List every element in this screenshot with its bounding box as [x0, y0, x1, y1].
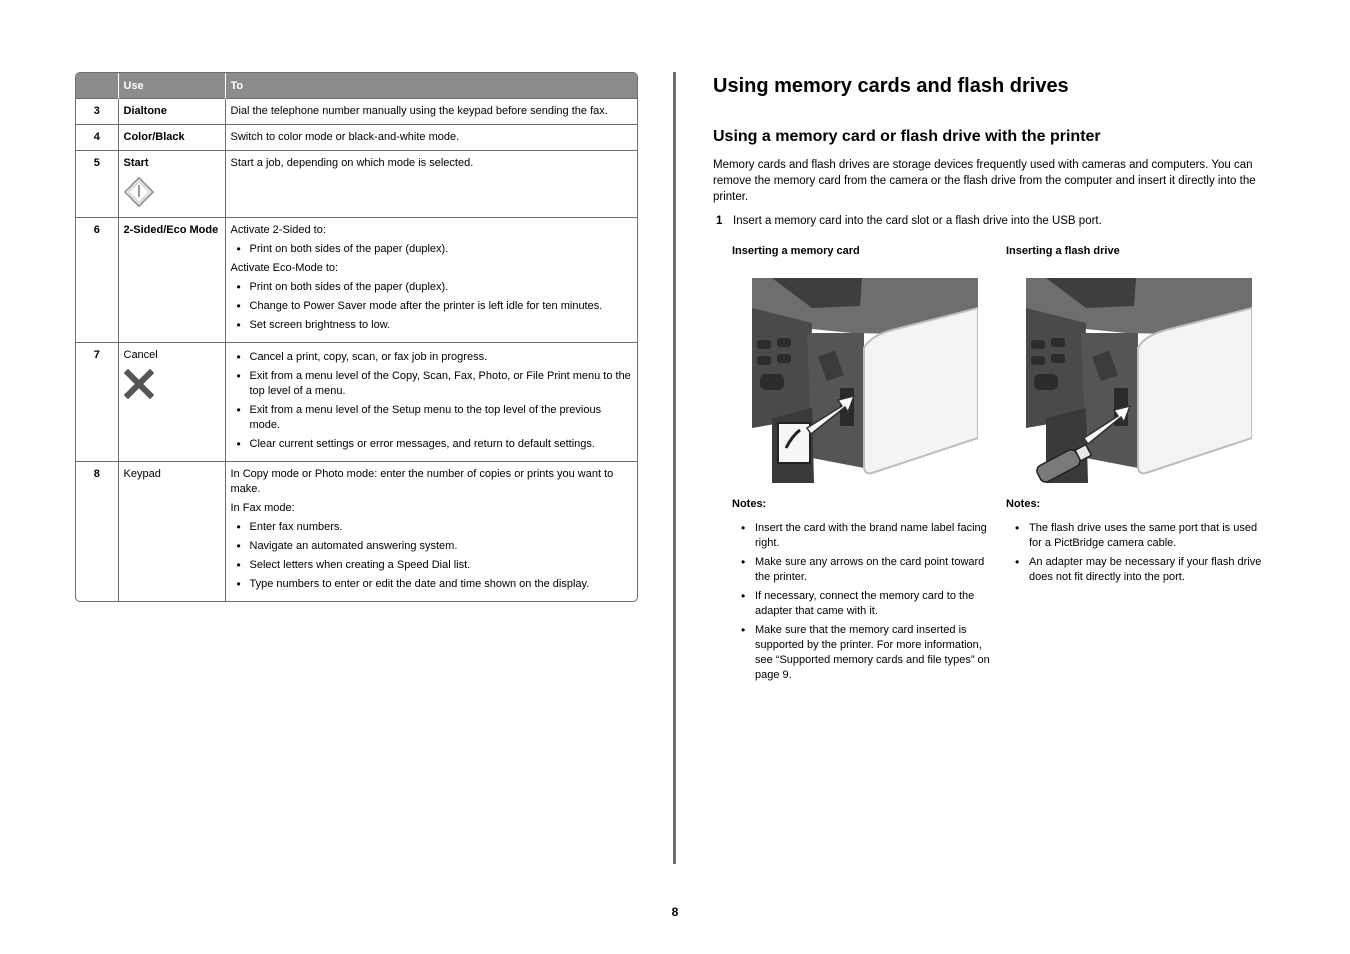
row-number: 7 — [76, 343, 118, 462]
list-item: • Exit from a menu level of the Copy, Scan, Fax, Photo, or File Print menu to the top level of a menu. — [231, 369, 634, 399]
notes-label: Notes: — [732, 498, 767, 510]
list-item: • Change to Power Saver mode after the printer is left idle for ten minutes. — [231, 299, 634, 314]
row-use — [118, 343, 225, 462]
row-intro: Activate Eco-Mode to: — [230, 262, 339, 274]
row-number: 3 — [76, 99, 118, 125]
reference-table — [76, 73, 637, 601]
step-1 — [713, 213, 1279, 229]
notes-list — [1006, 521, 1272, 589]
table-row — [76, 462, 637, 602]
table-header-row — [76, 73, 637, 99]
row-use — [118, 151, 225, 218]
list-item: • Cancel a print, copy, scan, or fax job in progress. — [231, 350, 634, 365]
list-item: • Type numbers to enter or edit the date and time shown on the display. — [231, 577, 634, 592]
row-to: Dial the telephone number manually using the keypad before sending the fax. — [225, 99, 637, 125]
figure-caption: Inserting a memory card — [732, 245, 860, 257]
list-item: • Set screen brightness to low. — [231, 318, 634, 333]
bullet-list — [231, 242, 634, 257]
row-number: 8 — [76, 462, 118, 602]
row-to: Switch to color mode or black-and-white mode. — [225, 125, 637, 151]
figure-caption: Inserting a flash drive — [1006, 245, 1120, 257]
button-reference-table — [75, 72, 638, 602]
list-item: • Print on both sides of the paper (duplex). — [231, 280, 634, 295]
row-use: 2-Sided/Eco Mode — [118, 218, 225, 343]
header-number — [76, 73, 118, 99]
row-use: Color/Black — [118, 125, 225, 151]
list-item: • An adapter may be necessary if your flash drive does not fit directly into the port. — [1006, 555, 1272, 585]
page-number: 8 — [671, 905, 679, 919]
start-diamond-icon — [124, 177, 154, 207]
table-row — [76, 343, 637, 462]
bullet-list — [231, 350, 634, 452]
list-item: • Exit from a menu level of the Setup menu to the top level of the previous mode. — [231, 403, 634, 433]
notes-label: Notes: — [1006, 498, 1041, 510]
list-item: • Clear current settings or error messages, and return to default settings. — [231, 437, 634, 452]
table-row — [76, 125, 637, 151]
bullet-list — [231, 280, 634, 333]
row-intro: Activate 2-Sided to: — [230, 224, 326, 236]
figure-flash-drive — [1006, 244, 1268, 583]
list-item: • Make sure any arrows on the card point toward the printer. — [732, 555, 998, 585]
table-row — [76, 151, 637, 218]
row-to — [225, 218, 637, 343]
table-row — [76, 99, 637, 125]
row-number: 5 — [76, 151, 118, 218]
list-item: • Enter fax numbers. — [231, 520, 634, 535]
list-item: • Select letters when creating a Speed Dial list. — [231, 558, 634, 573]
table-row — [76, 218, 637, 343]
printer-memory-card-illustration — [752, 278, 978, 484]
column-divider — [673, 72, 676, 864]
row-intro: In Fax mode: — [230, 502, 295, 514]
bullet-list — [231, 520, 634, 592]
row-number: 6 — [76, 218, 118, 343]
list-item: • Navigate an automated answering system. — [231, 539, 634, 554]
row-to — [225, 462, 637, 602]
step-text: Insert a memory card into the card slot or a flash drive into the USB port. — [733, 215, 1102, 227]
printer-flash-drive-illustration — [1026, 278, 1252, 484]
section-intro: Memory cards and flash drives are storage devices frequently used with cameras and computers. You can remove the memory card from the camera or the flash drive from the computer and insert it directly into the printer. — [713, 159, 1256, 203]
step-number: 1 — [716, 215, 723, 227]
row-use: Keypad — [118, 462, 225, 602]
row-to: Start a job, depending on which mode is selected. — [225, 151, 637, 218]
figure-memory-card — [732, 244, 994, 681]
list-item: • Make sure that the memory card inserted is supported by the printer. For more information, see “Supported memory cards and file types” on page 9. — [732, 623, 998, 683]
list-item: • Print on both sides of the paper (duplex). — [231, 242, 634, 257]
cancel-x-icon — [124, 369, 154, 399]
notes-list — [732, 521, 998, 687]
header-use: Use — [118, 73, 225, 99]
section-subtitle: Using a memory card or flash drive with the printer — [713, 128, 1101, 145]
row-to — [225, 343, 637, 462]
row-use: Dialtone — [118, 99, 225, 125]
list-item: • The flash drive uses the same port that is used for a PictBridge camera cable. — [1006, 521, 1272, 551]
section-title: Using memory cards and flash drives — [713, 75, 1069, 97]
row-intro: In Copy mode or Photo mode: enter the number of copies or prints you want to make. — [230, 468, 614, 495]
row-use-label: Start — [123, 157, 149, 169]
header-to: To — [225, 73, 637, 99]
row-use-label: Cancel — [123, 349, 158, 361]
list-item: • If necessary, connect the memory card to the adapter that came with it. — [732, 589, 998, 619]
row-number: 4 — [76, 125, 118, 151]
list-item: • Insert the card with the brand name label facing right. — [732, 521, 998, 551]
